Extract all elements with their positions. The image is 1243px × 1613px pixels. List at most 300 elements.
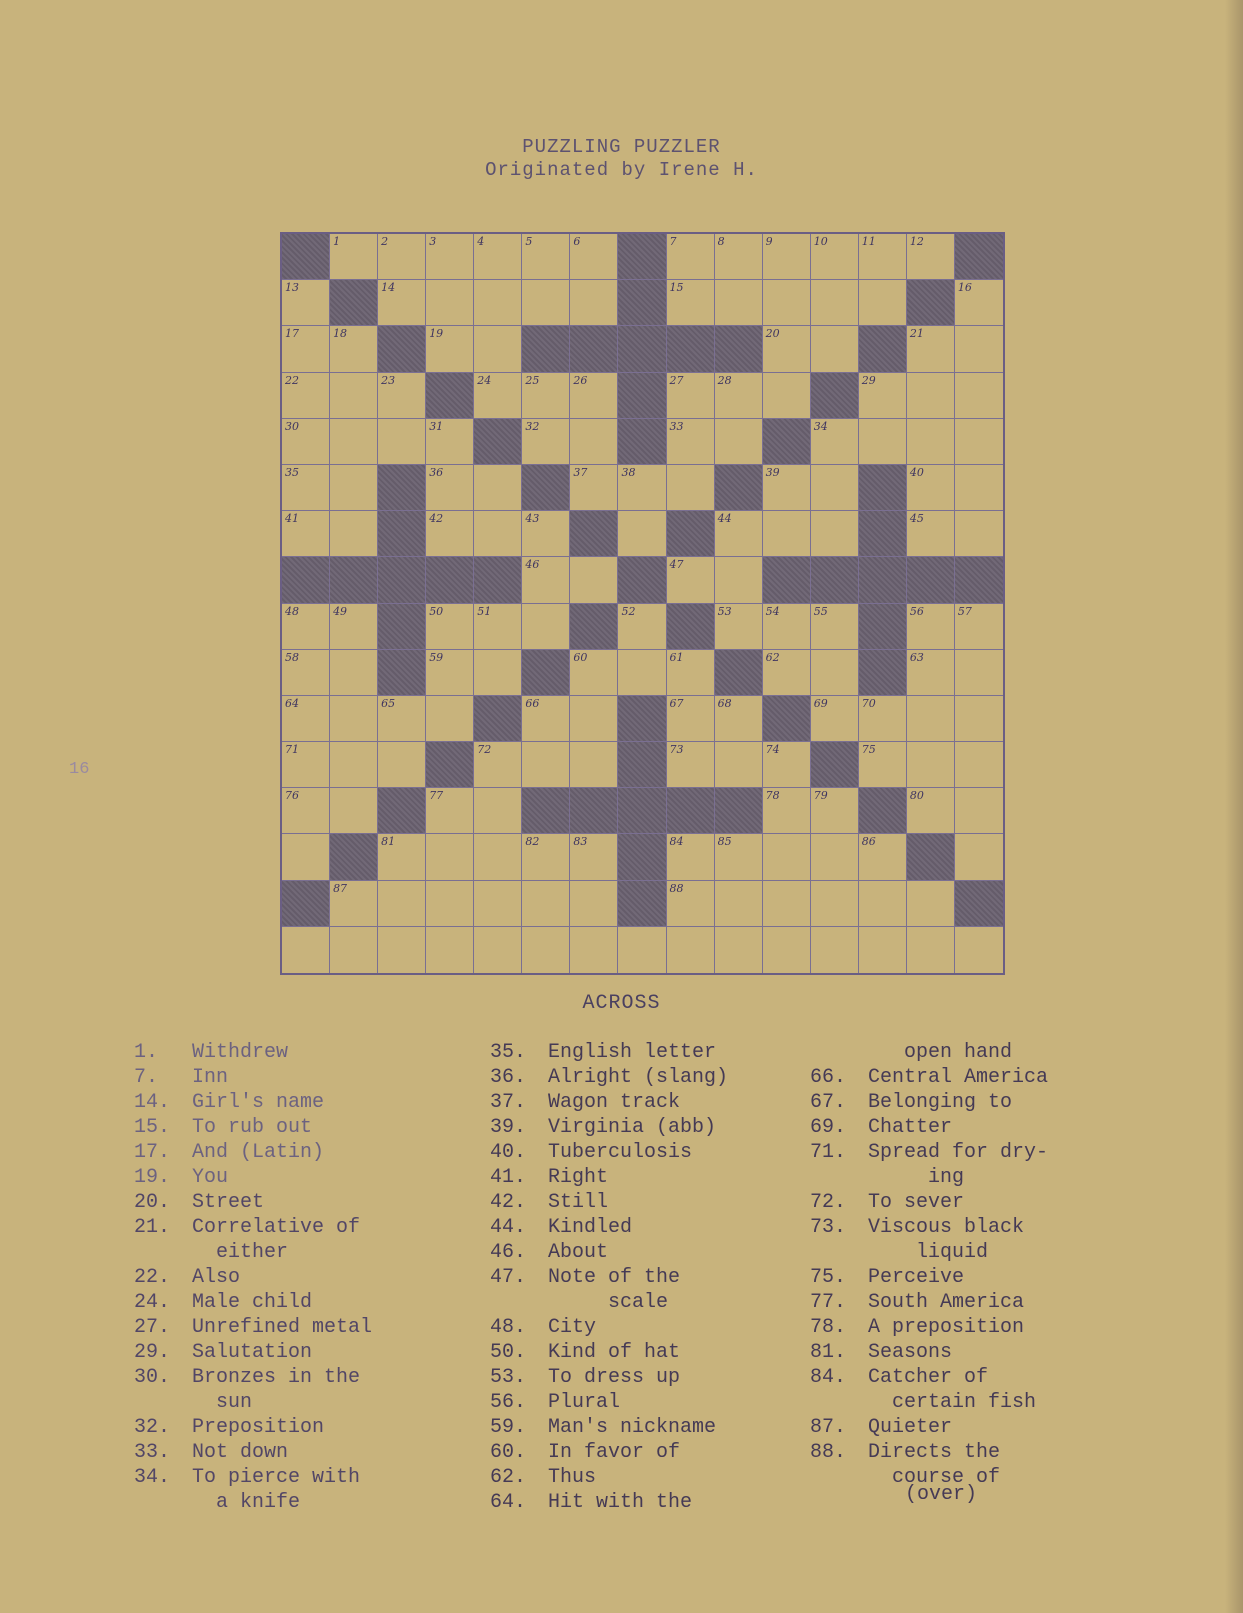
across-clue	[490, 1440, 728, 1465]
grid-cell[interactable]	[715, 557, 763, 603]
grid-black-square	[811, 373, 859, 419]
grid-cell[interactable]	[282, 604, 330, 650]
grid-clue-number: 83	[573, 835, 588, 849]
grid-clue-number: 61	[669, 650, 684, 664]
grid-cell[interactable]	[811, 696, 859, 742]
across-clue	[134, 1190, 372, 1215]
grid-cell[interactable]	[763, 742, 811, 788]
grid-cell[interactable]	[763, 604, 811, 650]
grid-clue-number: 7	[669, 235, 677, 248]
grid-black-square	[618, 834, 666, 880]
clue-text: Salutation	[192, 1341, 313, 1364]
grid-cell[interactable]	[763, 927, 811, 973]
grid-cell[interactable]	[282, 465, 330, 511]
grid-cell[interactable]	[667, 742, 715, 788]
grid-cell[interactable]	[907, 881, 955, 927]
across-clue	[134, 1490, 372, 1515]
clue-text: Belonging to	[868, 1091, 1013, 1114]
grid-cell[interactable]	[474, 834, 522, 880]
clue-number: 64.	[490, 1491, 527, 1514]
grid-cell[interactable]	[330, 650, 378, 696]
grid-cell[interactable]	[667, 234, 715, 280]
grid-cell[interactable]	[282, 511, 330, 557]
grid-cell[interactable]	[570, 234, 618, 280]
across-clue	[490, 1065, 728, 1090]
grid-clue-number: 4	[477, 235, 485, 248]
grid-cell[interactable]	[667, 696, 715, 742]
grid-cell[interactable]	[763, 280, 811, 326]
grid-cell[interactable]	[330, 373, 378, 419]
grid-cell[interactable]	[955, 419, 1003, 465]
grid-clue-number: 59	[429, 650, 444, 664]
clue-number: 32.	[134, 1416, 171, 1439]
grid-cell[interactable]	[955, 927, 1003, 973]
grid-cell[interactable]	[570, 927, 618, 973]
grid-cell[interactable]	[907, 788, 955, 834]
grid-clue-number: 53	[717, 604, 732, 618]
grid-cell[interactable]	[667, 650, 715, 696]
across-clue	[490, 1115, 728, 1140]
clue-text: Bronzes in the	[192, 1366, 361, 1389]
grid-clue-number: 63	[909, 650, 924, 664]
grid-cell[interactable]	[378, 834, 426, 880]
grid-cell[interactable]	[474, 742, 522, 788]
grid-cell[interactable]	[955, 650, 1003, 696]
grid-cell[interactable]	[282, 742, 330, 788]
grid-clue-number: 58	[285, 650, 299, 664]
grid-cell[interactable]	[426, 650, 474, 696]
grid-cell[interactable]	[282, 927, 330, 973]
grid-cell[interactable]	[907, 465, 955, 511]
grid-cell[interactable]	[570, 742, 618, 788]
grid-cell[interactable]	[715, 511, 763, 557]
grid-cell[interactable]	[859, 280, 907, 326]
grid-cell[interactable]	[955, 465, 1003, 511]
grid-cell[interactable]	[570, 373, 618, 419]
clue-number: 75.	[810, 1266, 847, 1289]
grid-cell[interactable]	[522, 373, 570, 419]
across-clue	[810, 1415, 1048, 1440]
grid-black-square	[426, 373, 474, 419]
grid-cell[interactable]	[474, 604, 522, 650]
clue-text: either	[192, 1241, 289, 1264]
grid-cell[interactable]	[907, 234, 955, 280]
grid-cell[interactable]	[715, 373, 763, 419]
across-clue	[134, 1240, 372, 1265]
grid-cell[interactable]	[330, 465, 378, 511]
grid-black-square	[715, 788, 763, 834]
grid-cell[interactable]	[330, 927, 378, 973]
grid-cell[interactable]	[763, 834, 811, 880]
clue-number: 27.	[134, 1316, 171, 1339]
grid-black-square	[618, 788, 666, 834]
grid-cell[interactable]	[570, 834, 618, 880]
grid-clue-number: 3	[429, 235, 437, 248]
clue-number: 78.	[810, 1316, 847, 1339]
grid-clue-number: 77	[429, 789, 444, 803]
grid-cell[interactable]	[570, 557, 618, 603]
across-clue	[490, 1165, 728, 1190]
grid-clue-number: 64	[285, 696, 299, 710]
clue-number: 56.	[490, 1391, 527, 1414]
grid-clue-number: 74	[765, 743, 780, 757]
grid-cell[interactable]	[570, 465, 618, 511]
grid-cell[interactable]	[474, 788, 522, 834]
grid-cell[interactable]	[474, 511, 522, 557]
grid-cell[interactable]	[907, 696, 955, 742]
grid-cell[interactable]	[763, 326, 811, 372]
grid-cell[interactable]	[330, 881, 378, 927]
grid-cell[interactable]	[859, 881, 907, 927]
across-clue	[490, 1490, 728, 1515]
clue-number: 39.	[490, 1116, 527, 1139]
grid-black-square	[522, 788, 570, 834]
clue-number: 50.	[490, 1341, 527, 1364]
grid-cell[interactable]	[522, 927, 570, 973]
grid-cell[interactable]	[618, 465, 666, 511]
grid-cell[interactable]	[859, 696, 907, 742]
grid-cell[interactable]	[474, 881, 522, 927]
puzzle-header	[0, 136, 1243, 182]
grid-cell[interactable]	[426, 604, 474, 650]
grid-cell[interactable]	[426, 696, 474, 742]
paper-edge	[1225, 0, 1243, 1613]
grid-cell[interactable]	[763, 881, 811, 927]
grid-cell[interactable]	[474, 326, 522, 372]
grid-cell[interactable]	[330, 234, 378, 280]
grid-cell[interactable]	[811, 326, 859, 372]
clue-number: 87.	[810, 1416, 847, 1439]
grid-clue-number: 15	[669, 281, 684, 295]
clue-number: 7.	[134, 1066, 159, 1089]
grid-cell[interactable]	[618, 927, 666, 973]
grid-cell[interactable]	[763, 373, 811, 419]
clue-text: Male child	[192, 1291, 313, 1314]
grid-cell[interactable]	[330, 419, 378, 465]
grid-black-square	[570, 604, 618, 650]
clue-text: Still	[548, 1191, 609, 1214]
grid-cell[interactable]	[522, 834, 570, 880]
across-clue	[134, 1065, 372, 1090]
grid-cell[interactable]	[667, 927, 715, 973]
grid-cell[interactable]	[522, 604, 570, 650]
grid-cell[interactable]	[955, 511, 1003, 557]
grid-cell[interactable]	[667, 373, 715, 419]
grid-clue-number: 86	[861, 835, 876, 849]
grid-cell[interactable]	[859, 927, 907, 973]
grid-cell[interactable]	[811, 465, 859, 511]
grid-black-square	[618, 881, 666, 927]
grid-cell[interactable]	[426, 280, 474, 326]
grid-cell[interactable]	[378, 927, 426, 973]
across-clue	[134, 1265, 372, 1290]
grid-clue-number: 87	[333, 881, 348, 895]
grid-clue-number: 27	[669, 373, 684, 387]
clue-number: 35.	[490, 1041, 527, 1064]
across-clue	[810, 1240, 1048, 1265]
grid-cell[interactable]	[426, 881, 474, 927]
clue-text: Alright (slang)	[548, 1066, 729, 1089]
grid-cell[interactable]	[907, 326, 955, 372]
grid-cell[interactable]	[667, 557, 715, 603]
grid-clue-number: 56	[909, 604, 924, 618]
across-clue	[810, 1190, 1048, 1215]
grid-cell[interactable]	[763, 234, 811, 280]
grid-cell[interactable]	[811, 280, 859, 326]
grid-cell[interactable]	[282, 419, 330, 465]
grid-cell[interactable]	[378, 280, 426, 326]
grid-cell[interactable]	[474, 373, 522, 419]
across-clue	[134, 1390, 372, 1415]
grid-cell[interactable]	[715, 834, 763, 880]
clue-text: Seasons	[868, 1341, 953, 1364]
grid-cell[interactable]	[330, 511, 378, 557]
grid-cell[interactable]	[715, 742, 763, 788]
grid-cell[interactable]	[618, 650, 666, 696]
grid-cell[interactable]	[378, 742, 426, 788]
grid-cell[interactable]	[763, 465, 811, 511]
grid-cell[interactable]	[763, 511, 811, 557]
grid-cell[interactable]	[667, 881, 715, 927]
grid-cell[interactable]	[570, 881, 618, 927]
grid-cell[interactable]	[378, 373, 426, 419]
grid-cell[interactable]	[570, 419, 618, 465]
grid-clue-number: 46	[525, 558, 540, 572]
grid-black-square	[618, 419, 666, 465]
grid-cell[interactable]	[763, 788, 811, 834]
grid-black-square	[859, 465, 907, 511]
grid-cell[interactable]	[811, 881, 859, 927]
grid-clue-number: 37	[573, 465, 588, 479]
grid-cell[interactable]	[282, 280, 330, 326]
grid-cell[interactable]	[811, 604, 859, 650]
grid-cell[interactable]	[522, 696, 570, 742]
across-clue	[134, 1115, 372, 1140]
grid-clue-number: 67	[669, 696, 684, 710]
grid-cell[interactable]	[426, 834, 474, 880]
grid-black-square	[859, 557, 907, 603]
grid-clue-number: 33	[669, 419, 684, 433]
grid-cell[interactable]	[522, 511, 570, 557]
grid-clue-number: 6	[573, 235, 581, 248]
grid-cell[interactable]	[282, 834, 330, 880]
grid-cell[interactable]	[667, 419, 715, 465]
grid-cell[interactable]	[667, 834, 715, 880]
grid-cell[interactable]	[955, 696, 1003, 742]
grid-cell[interactable]	[474, 650, 522, 696]
across-clue	[490, 1265, 728, 1290]
grid-cell[interactable]	[330, 326, 378, 372]
grid-cell[interactable]	[474, 280, 522, 326]
grid-cell[interactable]	[763, 650, 811, 696]
grid-black-square	[763, 419, 811, 465]
grid-cell[interactable]	[667, 280, 715, 326]
grid-cell[interactable]	[955, 742, 1003, 788]
grid-cell[interactable]	[474, 927, 522, 973]
across-clue	[810, 1340, 1048, 1365]
grid-clue-number: 76	[285, 789, 299, 803]
grid-cell[interactable]	[715, 696, 763, 742]
grid-cell[interactable]	[907, 650, 955, 696]
grid-cell[interactable]	[282, 650, 330, 696]
grid-clue-number: 1	[333, 235, 341, 248]
clue-number: 60.	[490, 1441, 527, 1464]
grid-cell[interactable]	[859, 419, 907, 465]
clue-text: Wagon track	[548, 1091, 681, 1114]
clue-number: 77.	[810, 1291, 847, 1314]
grid-black-square	[811, 742, 859, 788]
grid-clue-number: 47	[669, 558, 684, 572]
clue-text: You	[192, 1166, 229, 1189]
grid-cell[interactable]	[811, 419, 859, 465]
grid-cell[interactable]	[811, 788, 859, 834]
grid-cell[interactable]	[522, 234, 570, 280]
grid-cell[interactable]	[859, 834, 907, 880]
clue-number: 66.	[810, 1066, 847, 1089]
grid-cell[interactable]	[859, 373, 907, 419]
grid-cell[interactable]	[570, 280, 618, 326]
across-clue	[810, 1040, 1048, 1065]
grid-cell[interactable]	[282, 326, 330, 372]
clue-number: 33.	[134, 1441, 171, 1464]
grid-clue-number: 5	[525, 235, 533, 248]
across-clue	[490, 1240, 728, 1265]
across-clue	[810, 1215, 1048, 1240]
clue-number: 81.	[810, 1341, 847, 1364]
grid-black-square	[859, 788, 907, 834]
grid-clue-number: 79	[813, 789, 828, 803]
page-number: 16	[69, 760, 90, 779]
grid-clue-number: 54	[765, 604, 780, 618]
grid-clue-number: 26	[573, 373, 588, 387]
grid-cell[interactable]	[618, 604, 666, 650]
grid-clue-number: 23	[381, 373, 396, 387]
grid-black-square	[618, 326, 666, 372]
grid-clue-number: 82	[525, 835, 540, 849]
grid-cell[interactable]	[330, 742, 378, 788]
grid-cell[interactable]	[955, 604, 1003, 650]
grid-cell[interactable]	[715, 234, 763, 280]
grid-cell[interactable]	[570, 650, 618, 696]
grid-cell[interactable]	[378, 419, 426, 465]
grid-cell[interactable]	[282, 696, 330, 742]
grid-cell[interactable]	[811, 511, 859, 557]
grid-cell[interactable]	[618, 511, 666, 557]
grid-cell[interactable]	[330, 696, 378, 742]
grid-cell[interactable]	[715, 881, 763, 927]
grid-cell[interactable]	[907, 511, 955, 557]
grid-cell[interactable]	[859, 742, 907, 788]
grid-cell[interactable]	[378, 881, 426, 927]
grid-clue-number: 57	[957, 604, 972, 618]
grid-cell[interactable]	[715, 927, 763, 973]
grid-black-square	[715, 326, 763, 372]
grid-cell[interactable]	[522, 557, 570, 603]
grid-black-square	[955, 881, 1003, 927]
grid-cell[interactable]	[426, 234, 474, 280]
clue-text: In favor of	[548, 1441, 681, 1464]
grid-cell[interactable]	[955, 280, 1003, 326]
clue-number: 44.	[490, 1216, 527, 1239]
grid-black-square	[570, 326, 618, 372]
grid-cell[interactable]	[474, 465, 522, 511]
grid-cell[interactable]	[907, 604, 955, 650]
grid-cell[interactable]	[522, 742, 570, 788]
grid-cell[interactable]	[426, 788, 474, 834]
clue-text: Correlative of	[192, 1216, 361, 1239]
clue-number: 67.	[810, 1091, 847, 1114]
clue-text: Directs the	[868, 1441, 1001, 1464]
grid-cell[interactable]	[715, 419, 763, 465]
grid-cell[interactable]	[955, 834, 1003, 880]
clue-number: 1.	[134, 1041, 159, 1064]
grid-cell[interactable]	[282, 788, 330, 834]
grid-cell[interactable]	[426, 511, 474, 557]
grid-clue-number: 73	[669, 743, 684, 757]
grid-cell[interactable]	[378, 696, 426, 742]
grid-clue-number: 9	[765, 235, 773, 248]
clue-text: Thus	[548, 1466, 597, 1489]
grid-clue-number: 71	[285, 743, 299, 757]
clue-text: A preposition	[868, 1316, 1025, 1339]
grid-cell[interactable]	[907, 927, 955, 973]
grid-cell[interactable]	[522, 280, 570, 326]
grid-cell[interactable]	[811, 834, 859, 880]
grid-cell[interactable]	[426, 927, 474, 973]
grid-cell[interactable]	[811, 927, 859, 973]
grid-cell[interactable]	[474, 234, 522, 280]
grid-cell[interactable]	[522, 419, 570, 465]
grid-cell[interactable]	[955, 373, 1003, 419]
grid-cell[interactable]	[378, 234, 426, 280]
grid-black-square	[378, 326, 426, 372]
grid-black-square	[859, 326, 907, 372]
grid-cell[interactable]	[859, 234, 907, 280]
grid-cell[interactable]	[811, 234, 859, 280]
grid-cell[interactable]	[955, 326, 1003, 372]
puzzle-byline: Originated by Irene H.	[485, 159, 758, 181]
grid-cell[interactable]	[715, 604, 763, 650]
clue-text: Perceive	[868, 1266, 965, 1289]
grid-cell[interactable]	[426, 465, 474, 511]
grid-cell[interactable]	[426, 326, 474, 372]
grid-cell[interactable]	[907, 742, 955, 788]
grid-cell[interactable]	[907, 419, 955, 465]
grid-cell[interactable]	[715, 280, 763, 326]
grid-black-square	[618, 696, 666, 742]
grid-cell[interactable]	[426, 419, 474, 465]
grid-cell[interactable]	[811, 650, 859, 696]
clue-text: Girl's name	[192, 1091, 325, 1114]
grid-black-square	[667, 788, 715, 834]
grid-cell[interactable]	[907, 373, 955, 419]
grid-cell[interactable]	[282, 373, 330, 419]
grid-black-square	[426, 557, 474, 603]
grid-cell[interactable]	[522, 881, 570, 927]
clue-number: 73.	[810, 1216, 847, 1239]
grid-cell[interactable]	[570, 696, 618, 742]
grid-black-square	[907, 557, 955, 603]
grid-cell[interactable]	[955, 788, 1003, 834]
grid-cell[interactable]	[330, 604, 378, 650]
across-clue	[810, 1090, 1048, 1115]
grid-clue-number: 75	[861, 743, 876, 757]
grid-cell[interactable]	[667, 465, 715, 511]
grid-cell[interactable]	[330, 788, 378, 834]
clue-number: 71.	[810, 1141, 847, 1164]
grid-black-square	[667, 326, 715, 372]
clue-text: Right	[548, 1166, 609, 1189]
